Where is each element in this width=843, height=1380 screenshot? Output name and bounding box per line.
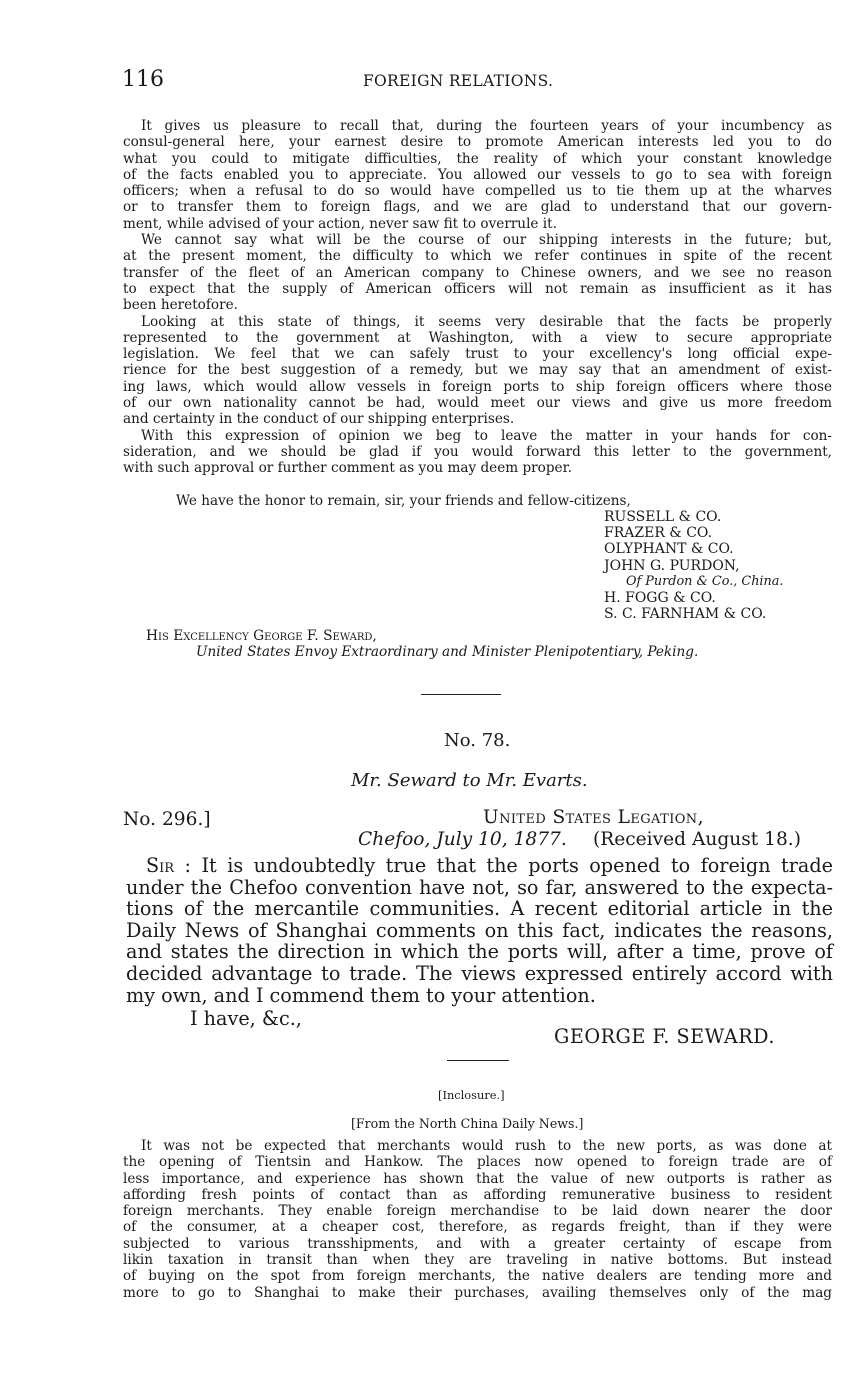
dispatch-office: United States Legation,	[483, 807, 704, 828]
salutation: Sir :	[146, 854, 191, 877]
letter-paragraph-4	[123, 428, 832, 477]
text-line: or to transfer them to foreign flags, and we are glad to understand that our govern-	[123, 199, 832, 216]
text-line: transfer of the fleet of an American company to Chinese owners, and we see no reason	[123, 264, 832, 281]
text-line: legislation. We feel that we can safely trust to your excellency's long official expe-	[123, 346, 832, 363]
text-line: of buying on the spot from foreign merchants, the native dealers are tending more and	[123, 1268, 832, 1285]
text-line: ment, while advised of your action, never saw fit to overrule it.	[123, 215, 557, 232]
text-line: to expect that the supply of American officers will not remain as insufficient as it has	[123, 280, 832, 297]
text-line: of the consumer, at a cheaper cost, therefore, as regards freight, than if they were	[123, 1219, 832, 1236]
signatories	[604, 509, 783, 622]
text-line: subjected to various transshipments, and with a greater certainty of escape from	[123, 1235, 832, 1252]
running-title: FOREIGN RELATIONS.	[363, 72, 554, 90]
letter-paragraph-3	[123, 314, 832, 428]
text-line: represented to the government at Washington, with a view to secure appropriate	[123, 329, 832, 346]
text-line: Looking at this state of things, it seems very desirable that the facts be properly	[141, 313, 832, 330]
text-line: With this expression of opinion we beg to leave the matter in your hands for con-	[141, 427, 832, 444]
text-line: We cannot say what will be the course of our shipping interests in the future; but,	[141, 232, 832, 249]
text-line: under the Chefoo convention have not, so far, answered to the expecta-	[126, 875, 833, 899]
signatory: JOHN G. PURDON,	[604, 557, 740, 574]
text-line: likin taxation in transit than when they are traveling in native bottoms. But instead	[123, 1252, 832, 1269]
addressee-name: His Excellency George F. Seward,	[146, 628, 377, 644]
text-line: and certainty in the conduct of our shipping enterprises.	[123, 411, 515, 428]
page-number: 116	[122, 67, 164, 92]
dispatch-received: (Received August 18.)	[593, 829, 801, 850]
text-line: tions of the mercantile communities. A recent editorial article in the	[126, 897, 833, 921]
letter-closing: We have the honor to remain, sir, your friends and fellow-citizens,	[176, 493, 631, 509]
text-line: decided advantage to trade. The views expressed entirely accord with	[126, 961, 833, 985]
text-line: my own, and I commend them to your attention.	[126, 983, 596, 1007]
signatory: FRAZER & CO.	[604, 525, 713, 542]
text-line: Daily News of Shanghai comments on this fact, indicates the reasons,	[126, 918, 833, 942]
text-line	[126, 855, 833, 877]
inclosure-body	[123, 1138, 832, 1301]
dispatch-serial: No. 296.]	[123, 809, 211, 830]
text-line: rience for the best suggestion of a remedy, but we may say that an amendment of exist-	[123, 362, 832, 379]
text-line: and states the direction in which the ports will, after a time, prove of	[126, 940, 833, 964]
text-line: It was not be expected that merchants would rush to the new ports, as was done at	[141, 1138, 832, 1154]
text-line: It gives us pleasure to recall that, during the fourteen years of your incumbency as	[141, 118, 832, 134]
text-line: what you could to mitigate difficulties, the reality of which your constant knowledge	[123, 150, 832, 167]
section-divider	[421, 694, 501, 695]
text-line: the opening of Tientsin and Hankow. The places now opened to foreign trade are of	[123, 1154, 832, 1171]
letter-paragraph-2	[123, 232, 832, 313]
text-line: of our own nationality cannot be had, would meet our views and give us more freedom	[123, 395, 832, 412]
addressee-title: United States Envoy Extraordinary and Minister Plenipotentiary, Peking.	[196, 644, 699, 660]
signatory: OLYPHANT & CO.	[604, 541, 734, 558]
text-line: ing laws, which would allow vessels in foreign ports to ship foreign officers where those	[123, 378, 832, 395]
text-line: foreign merchants. They enable foreign merchandise to be laid down nearer the door	[123, 1203, 832, 1220]
dispatch-signature: GEORGE F. SEWARD.	[554, 1025, 775, 1048]
signatory: H. FOGG & CO.	[604, 590, 716, 607]
text-line: sideration, and we should be glad if you would forward this letter to the government,	[123, 443, 832, 460]
letter-paragraph-1	[123, 118, 832, 232]
signatory-affiliation: Of Purdon & Co., China.	[626, 573, 784, 589]
dispatch-parties: Mr. Seward to Mr. Evarts.	[351, 770, 588, 791]
inclosure-label: [Inclosure.]	[438, 1088, 505, 1102]
text-line: less importance, and experience has shown that the value of new outports is rather as	[123, 1170, 832, 1187]
text-line: affording fresh points of contact than as affording remunerative business to resident	[123, 1186, 832, 1203]
dispatch-closing: I have, &c.,	[190, 1007, 302, 1030]
text-line-content: It is undoubtedly true that the ports opened to foreign trade	[201, 854, 833, 877]
letter-body	[123, 118, 832, 477]
signatory: S. C. FARNHAM & CO.	[604, 606, 767, 623]
text-line: with such approval or further comment as you may deem proper.	[123, 460, 572, 477]
inclosure-source: [From the North China Daily News.]	[351, 1116, 584, 1131]
text-line: at the present moment, the difficulty to which we refer continues in spite of the recent	[123, 248, 832, 265]
document-number: No. 78.	[444, 730, 511, 751]
text-line: of the facts enabled you to appreciate. You allowed our vessels to go to sea with foreign	[123, 166, 832, 183]
dispatch-body	[126, 855, 833, 1006]
text-line: consul-general here, your earnest desire to promote American interests led you to do	[123, 134, 832, 151]
text-line: been heretofore.	[123, 297, 238, 314]
section-divider	[447, 1060, 509, 1061]
text-line: officers; when a refusal to do so would have compelled us to tie them up at the wharves	[123, 183, 832, 200]
dispatch-place-date: Chefoo, July 10, 1877.	[358, 829, 567, 850]
signatory: RUSSELL & CO.	[604, 509, 722, 525]
text-line: more to go to Shanghai to make their purchases, availing themselves only of the mag	[123, 1284, 832, 1301]
